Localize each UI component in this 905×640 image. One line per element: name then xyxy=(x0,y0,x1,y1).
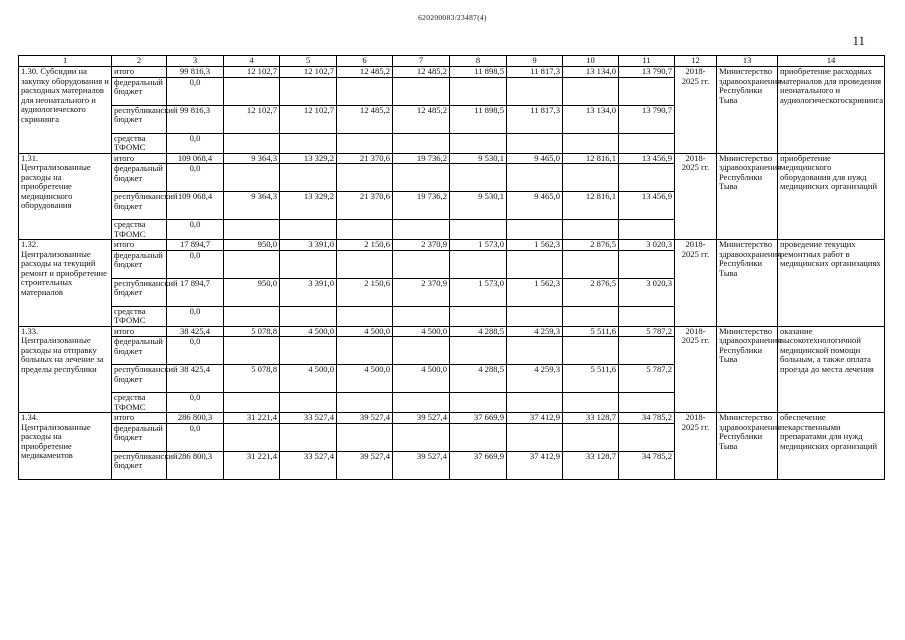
period: 2018-2025 гг. xyxy=(675,240,717,327)
year-value xyxy=(619,423,675,451)
year-value: 2 150,6 xyxy=(337,240,393,251)
year-value: 1 573,0 xyxy=(450,240,507,251)
year-value: 13 456,9 xyxy=(619,153,675,164)
funding-source: средства ТФОМС xyxy=(112,133,167,153)
year-value: 12 485,2 xyxy=(337,67,393,78)
year-value: 2 876,5 xyxy=(563,278,619,306)
year-value xyxy=(280,220,337,240)
year-value xyxy=(563,393,619,413)
year-value: 12 102,7 xyxy=(280,67,337,78)
year-value xyxy=(619,220,675,240)
year-value: 39 527,4 xyxy=(337,413,393,424)
table-row xyxy=(19,153,885,164)
budget-table xyxy=(18,55,885,480)
column-number-12: 12 xyxy=(675,56,717,67)
year-value: 12 485,2 xyxy=(393,67,450,78)
year-value xyxy=(507,220,563,240)
total-value: 17 894,7 xyxy=(167,240,224,251)
executor: Министерство здравоохранения Республики Тыва xyxy=(717,240,778,327)
total-value: 0,0 xyxy=(167,337,224,365)
year-value: 13 329,2 xyxy=(280,153,337,164)
column-number-5: 5 xyxy=(280,56,337,67)
year-value: 9 364,3 xyxy=(224,153,280,164)
year-value: 13 790,7 xyxy=(619,67,675,78)
table-row xyxy=(19,413,885,424)
year-value xyxy=(619,306,675,326)
year-value xyxy=(280,393,337,413)
table-row xyxy=(19,326,885,337)
year-value: 4 500,0 xyxy=(337,365,393,393)
year-value: 2 150,6 xyxy=(337,278,393,306)
year-value: 12 102,7 xyxy=(224,105,280,133)
year-value: 31 221,4 xyxy=(224,413,280,424)
period: 2018-2025 гг. xyxy=(675,67,717,154)
total-value: 286 800,3 xyxy=(167,451,224,479)
year-value: 13 134,0 xyxy=(563,67,619,78)
period: 2018-2025 гг. xyxy=(675,326,717,413)
total-value: 0,0 xyxy=(167,393,224,413)
year-value: 12 816,1 xyxy=(563,192,619,220)
year-value xyxy=(619,133,675,153)
funding-source: средства ТФОМС xyxy=(112,220,167,240)
year-value: 5 511,6 xyxy=(563,326,619,337)
year-value: 33 527,4 xyxy=(280,451,337,479)
section-name: 1.33. Централизованные расходы на отправку больных на лечение за пределы республики xyxy=(19,326,112,413)
year-value: 4 288,5 xyxy=(450,365,507,393)
year-value xyxy=(450,250,507,278)
year-value: 11 817,3 xyxy=(507,67,563,78)
year-value: 4 259,3 xyxy=(507,326,563,337)
year-value xyxy=(450,164,507,192)
year-value: 9 465,0 xyxy=(507,153,563,164)
year-value xyxy=(337,77,393,105)
executor: Министерство здравоохранения Республики Тыва xyxy=(717,67,778,154)
year-value: 2 370,9 xyxy=(393,240,450,251)
funding-source: средства ТФОМС xyxy=(112,306,167,326)
year-value xyxy=(393,133,450,153)
column-number-1: 1 xyxy=(19,56,112,67)
total-value: 109 068,4 xyxy=(167,153,224,164)
year-value: 11 817,3 xyxy=(507,105,563,133)
year-value xyxy=(563,164,619,192)
year-value: 12 485,2 xyxy=(393,105,450,133)
period: 2018-2025 гг. xyxy=(675,153,717,240)
column-number-11: 11 xyxy=(619,56,675,67)
year-value xyxy=(450,133,507,153)
year-value xyxy=(507,164,563,192)
year-value xyxy=(337,164,393,192)
year-value: 34 785,2 xyxy=(619,451,675,479)
year-value xyxy=(507,133,563,153)
column-number-6: 6 xyxy=(337,56,393,67)
year-value: 9 530,1 xyxy=(450,192,507,220)
year-value xyxy=(507,337,563,365)
year-value xyxy=(224,306,280,326)
year-value xyxy=(280,133,337,153)
funding-source: итого xyxy=(112,413,167,424)
year-value: 21 370,6 xyxy=(337,153,393,164)
year-value xyxy=(450,77,507,105)
total-value: 38 425,4 xyxy=(167,365,224,393)
section-name: 1.32. Централизованные расходы на текущий ремонт и приобретение строительных материалов xyxy=(19,240,112,327)
total-value: 17 894,7 xyxy=(167,278,224,306)
year-value: 19 736,2 xyxy=(393,153,450,164)
column-number-row xyxy=(19,56,885,67)
year-value: 37 412,9 xyxy=(507,451,563,479)
year-value xyxy=(619,393,675,413)
year-value xyxy=(450,337,507,365)
year-value: 5 511,6 xyxy=(563,365,619,393)
year-value: 4 500,0 xyxy=(280,365,337,393)
page-number: 11 xyxy=(852,33,865,48)
year-value xyxy=(393,77,450,105)
year-value: 13 134,0 xyxy=(563,105,619,133)
total-value: 286 800,3 xyxy=(167,413,224,424)
executor: Министерство здравоохранения Республики Тыва xyxy=(717,153,778,240)
year-value xyxy=(563,77,619,105)
year-value: 33 128,7 xyxy=(563,451,619,479)
purpose: обеспечение лекарственными препаратами для нужд медицинских организаций xyxy=(778,413,885,480)
year-value xyxy=(224,250,280,278)
year-value: 950,0 xyxy=(224,240,280,251)
year-value xyxy=(337,250,393,278)
year-value: 4 500,0 xyxy=(393,365,450,393)
year-value xyxy=(393,423,450,451)
year-value: 5 078,8 xyxy=(224,326,280,337)
year-value xyxy=(337,306,393,326)
year-value: 9 530,1 xyxy=(450,153,507,164)
year-value xyxy=(337,220,393,240)
funding-source: федеральный бюджет xyxy=(112,337,167,365)
year-value xyxy=(224,164,280,192)
year-value xyxy=(224,220,280,240)
year-value: 13 329,2 xyxy=(280,192,337,220)
table-row xyxy=(19,67,885,78)
year-value: 11 898,5 xyxy=(450,105,507,133)
year-value xyxy=(507,306,563,326)
total-value: 0,0 xyxy=(167,250,224,278)
purpose: приобретение расходных материалов для проведения неонатального и аудиологическогоскрининга xyxy=(778,67,885,154)
year-value xyxy=(280,306,337,326)
column-number-2: 2 xyxy=(112,56,167,67)
year-value: 4 500,0 xyxy=(337,326,393,337)
year-value xyxy=(224,393,280,413)
year-value: 13 790,7 xyxy=(619,105,675,133)
year-value: 4 288,5 xyxy=(450,326,507,337)
year-value: 3 391,0 xyxy=(280,278,337,306)
year-value: 2 876,5 xyxy=(563,240,619,251)
column-number-3: 3 xyxy=(167,56,224,67)
year-value: 33 527,4 xyxy=(280,413,337,424)
year-value: 9 364,3 xyxy=(224,192,280,220)
year-value: 12 102,7 xyxy=(224,67,280,78)
year-value xyxy=(224,133,280,153)
column-number-14: 14 xyxy=(778,56,885,67)
column-number-10: 10 xyxy=(563,56,619,67)
year-value: 12 816,1 xyxy=(563,153,619,164)
year-value xyxy=(337,337,393,365)
total-value: 0,0 xyxy=(167,306,224,326)
total-value: 0,0 xyxy=(167,164,224,192)
year-value xyxy=(280,77,337,105)
purpose: проведение текущих ремонтных работ в медицинских организациях xyxy=(778,240,885,327)
year-value xyxy=(619,337,675,365)
column-number-8: 8 xyxy=(450,56,507,67)
total-value: 38 425,4 xyxy=(167,326,224,337)
total-value: 0,0 xyxy=(167,423,224,451)
year-value: 9 465,0 xyxy=(507,192,563,220)
year-value xyxy=(280,337,337,365)
year-value xyxy=(450,220,507,240)
executor: Министерство здравоохранения Республики Тыва xyxy=(717,326,778,413)
total-value: 109 068,4 xyxy=(167,192,224,220)
section-name: 1.34. Централизованные расходы на приобретение медикаментов xyxy=(19,413,112,480)
total-value: 99 816,3 xyxy=(167,105,224,133)
funding-source: республиканский бюджет xyxy=(112,451,167,479)
funding-source: федеральный бюджет xyxy=(112,250,167,278)
year-value xyxy=(450,393,507,413)
funding-source: федеральный бюджет xyxy=(112,77,167,105)
year-value: 2 370,9 xyxy=(393,278,450,306)
year-value: 4 500,0 xyxy=(393,326,450,337)
year-value: 3 020,3 xyxy=(619,278,675,306)
funding-source: итого xyxy=(112,240,167,251)
year-value xyxy=(337,133,393,153)
year-value: 5 078,8 xyxy=(224,365,280,393)
year-value: 31 221,4 xyxy=(224,451,280,479)
year-value xyxy=(280,250,337,278)
year-value: 13 456,9 xyxy=(619,192,675,220)
funding-source: итого xyxy=(112,326,167,337)
year-value xyxy=(507,77,563,105)
year-value: 11 898,5 xyxy=(450,67,507,78)
funding-source: итого xyxy=(112,153,167,164)
year-value xyxy=(507,393,563,413)
funding-source: итого xyxy=(112,67,167,78)
table-row xyxy=(19,240,885,251)
year-value: 21 370,6 xyxy=(337,192,393,220)
year-value: 33 128,7 xyxy=(563,413,619,424)
column-number-9: 9 xyxy=(507,56,563,67)
year-value xyxy=(619,77,675,105)
total-value: 0,0 xyxy=(167,77,224,105)
year-value xyxy=(393,250,450,278)
year-value xyxy=(563,306,619,326)
year-value xyxy=(450,306,507,326)
year-value: 37 669,9 xyxy=(450,413,507,424)
column-number-13: 13 xyxy=(717,56,778,67)
year-value: 3 391,0 xyxy=(280,240,337,251)
year-value: 1 573,0 xyxy=(450,278,507,306)
funding-source: республиканский бюджет xyxy=(112,278,167,306)
purpose: оказание высокотехнологичной медицинской помощи больным, а также оплата проезда до места лечения xyxy=(778,326,885,413)
year-value xyxy=(563,250,619,278)
funding-source: средства ТФОМС xyxy=(112,393,167,413)
year-value xyxy=(450,423,507,451)
year-value xyxy=(337,423,393,451)
year-value: 39 527,4 xyxy=(337,451,393,479)
year-value: 4 259,3 xyxy=(507,365,563,393)
year-value: 12 485,2 xyxy=(337,105,393,133)
purpose: приобретение медицинского оборудования для нужд медицинских организаций xyxy=(778,153,885,240)
year-value xyxy=(393,306,450,326)
total-value: 0,0 xyxy=(167,133,224,153)
year-value xyxy=(563,220,619,240)
year-value: 37 669,9 xyxy=(450,451,507,479)
document-id: 620200083/23487(4) xyxy=(418,13,487,22)
year-value xyxy=(393,220,450,240)
year-value: 39 527,4 xyxy=(393,413,450,424)
year-value: 19 736,2 xyxy=(393,192,450,220)
year-value: 37 412,9 xyxy=(507,413,563,424)
total-value: 0,0 xyxy=(167,220,224,240)
year-value: 5 787,2 xyxy=(619,365,675,393)
year-value xyxy=(224,423,280,451)
year-value xyxy=(337,393,393,413)
year-value: 39 527,4 xyxy=(393,451,450,479)
section-name: 1.30. Субсидии на закупку оборудования и расходных материалов для неонатального и аудиологического скрининга xyxy=(19,67,112,154)
year-value: 1 562,3 xyxy=(507,240,563,251)
year-value xyxy=(619,164,675,192)
total-value: 99 816,3 xyxy=(167,67,224,78)
year-value xyxy=(224,77,280,105)
year-value: 1 562,3 xyxy=(507,278,563,306)
year-value xyxy=(563,423,619,451)
year-value: 4 500,0 xyxy=(280,326,337,337)
year-value: 5 787,2 xyxy=(619,326,675,337)
year-value: 950,0 xyxy=(224,278,280,306)
year-value: 12 102,7 xyxy=(280,105,337,133)
funding-source: федеральный бюджет xyxy=(112,423,167,451)
year-value xyxy=(619,250,675,278)
year-value xyxy=(280,423,337,451)
year-value: 3 020,3 xyxy=(619,240,675,251)
funding-source: республиканский бюджет xyxy=(112,192,167,220)
year-value xyxy=(507,423,563,451)
year-value xyxy=(393,337,450,365)
year-value xyxy=(280,164,337,192)
year-value xyxy=(507,250,563,278)
year-value xyxy=(393,393,450,413)
period: 2018-2025 гг. xyxy=(675,413,717,480)
funding-source: республиканский бюджет xyxy=(112,365,167,393)
executor: Министерство здравоохранения Республики Тыва xyxy=(717,413,778,480)
funding-source: федеральный бюджет xyxy=(112,164,167,192)
funding-source: республиканский бюджет xyxy=(112,105,167,133)
column-number-7: 7 xyxy=(393,56,450,67)
year-value: 34 785,2 xyxy=(619,413,675,424)
year-value xyxy=(393,164,450,192)
section-name: 1.31. Централизованные расходы на приобретение медицинского оборудования xyxy=(19,153,112,240)
year-value xyxy=(224,337,280,365)
year-value xyxy=(563,337,619,365)
column-number-4: 4 xyxy=(224,56,280,67)
year-value xyxy=(563,133,619,153)
